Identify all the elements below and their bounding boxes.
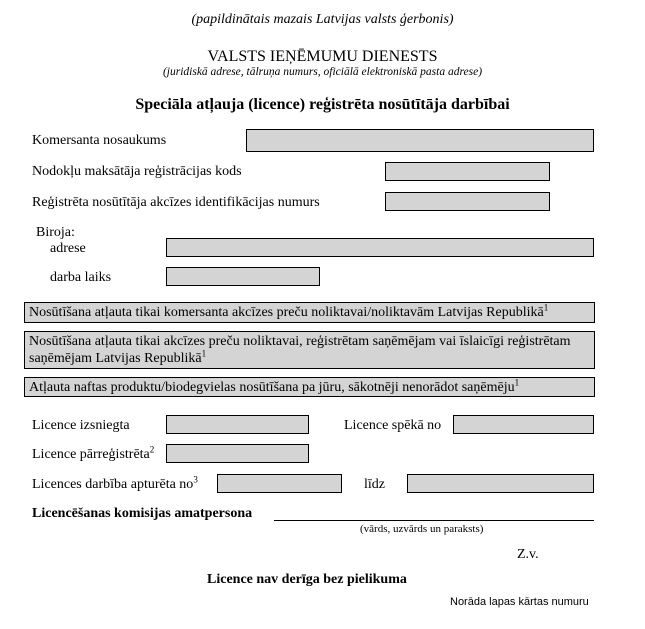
licence-suspended-from-field[interactable] bbox=[217, 474, 342, 493]
licence-issued-field[interactable] bbox=[166, 415, 309, 434]
validity-note: Licence nav derīga bez pielikuma bbox=[207, 572, 407, 587]
permission-receivers bbox=[24, 331, 595, 369]
footnote-ref: 1 bbox=[201, 348, 207, 359]
licence-suspended-label bbox=[32, 474, 198, 493]
licence-valid-from-label: Licence spēkā no bbox=[344, 418, 442, 433]
stamp-place: Z.v. bbox=[517, 547, 539, 562]
working-hours-field[interactable] bbox=[166, 267, 320, 286]
permission-sea-dispatch bbox=[24, 377, 595, 397]
permission-warehouse-text: Nosūtīšana atļauta tikai komersanta akcīzes preču noliktavai/noliktavām Latvijas Republikā bbox=[29, 305, 544, 320]
footnote-ref: 1 bbox=[514, 377, 520, 388]
coat-of-arms-note: (papildinātais mazais Latvijas valsts ģerbonis) bbox=[191, 12, 454, 27]
signature-hint: (vārds, uzvārds un paraksts) bbox=[360, 523, 484, 535]
permission-receivers-line2: saņēmējam Latvijas Republikā bbox=[29, 351, 202, 366]
footnote-ref-3: 3 bbox=[193, 474, 198, 485]
licence-issued-label: Licence izsniegta bbox=[32, 418, 130, 433]
tax-code-label: Nodokļu maksātāja reģistrācijas kods bbox=[32, 164, 242, 179]
footnote-ref-2: 2 bbox=[149, 444, 155, 455]
address-field[interactable] bbox=[166, 238, 594, 257]
agency-name: VALSTS IEŅĒMUMU DIENESTS bbox=[207, 48, 438, 65]
company-name-field[interactable] bbox=[246, 129, 594, 152]
licence-until-label: līdz bbox=[364, 477, 385, 492]
licence-valid-from-field[interactable] bbox=[453, 415, 594, 434]
address-label: adrese bbox=[50, 241, 86, 256]
permission-receivers-line1: Nosūtīšana atļauta tikai akcīzes preču noliktavai, reģistrētam saņēmējam vai īslaicīgi reģistrētam bbox=[29, 334, 571, 349]
licence-suspended-text: Licences darbība apturēta no bbox=[32, 477, 194, 492]
signature-label: Licencēšanas komisijas amatpersona bbox=[32, 506, 253, 521]
page-title: Speciāla atļauja (licence) reģistrēta nosūtītāja darbībai bbox=[135, 96, 510, 113]
office-label: Biroja: bbox=[36, 225, 75, 240]
tax-code-field[interactable] bbox=[385, 162, 550, 181]
permission-sea-text: Atļauta naftas produktu/biodegvielas nosūtīšana pa jūru, sākotnēji nenorādot saņēmēju bbox=[29, 380, 515, 395]
licence-reregistered-label bbox=[32, 444, 155, 463]
working-hours-label: darba laiks bbox=[50, 270, 112, 285]
footnote-ref: 1 bbox=[543, 302, 549, 313]
excise-id-field[interactable] bbox=[385, 192, 550, 211]
permission-warehouse-only bbox=[24, 302, 595, 323]
company-name-label: Komersanta nosaukums bbox=[32, 133, 167, 148]
licence-reregistered-field[interactable] bbox=[166, 444, 309, 463]
excise-id-label: Reģistrēta nosūtītāja akcīzes identifikācijas numurs bbox=[32, 195, 320, 210]
licence-reregistered-text: Licence pārreģistrēta bbox=[32, 447, 150, 462]
licence-suspended-until-field[interactable] bbox=[407, 474, 594, 493]
signature-line[interactable] bbox=[274, 520, 594, 521]
page-number-note: Norāda lapas kārtas numuru bbox=[450, 596, 589, 608]
agency-details: (juridiskā adrese, tālruņa numurs, oficiālā elektroniskā pasta adrese) bbox=[162, 66, 483, 78]
